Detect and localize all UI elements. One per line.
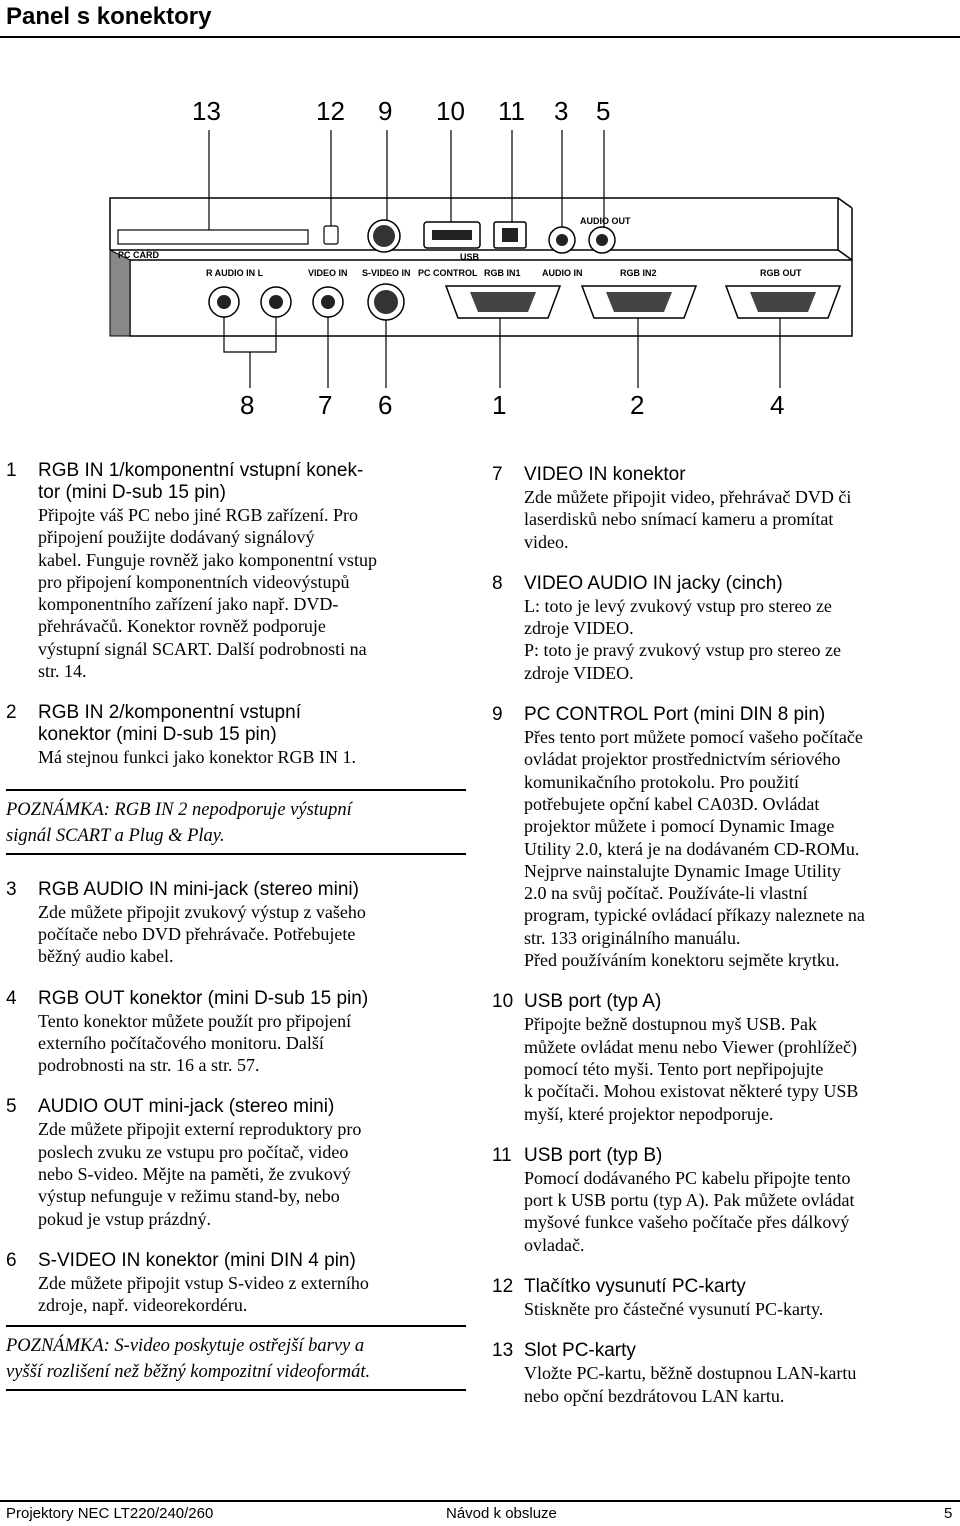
panel-drawing bbox=[0, 80, 960, 440]
item-number: 4 bbox=[6, 987, 17, 1009]
item-heading: Slot PC-karty bbox=[524, 1340, 636, 1362]
right-column bbox=[492, 464, 952, 1427]
connector-panel-diagram bbox=[0, 80, 960, 440]
item-number: 1 bbox=[6, 460, 17, 481]
item-body: Má stejnou funkci jako konektor RGB IN 1. bbox=[38, 747, 356, 768]
item-heading: RGB AUDIO IN mini-jack (stereo mini) bbox=[38, 878, 359, 900]
note-text: : RGB IN 2 nepodporuje výstupní signál SCART a Plug & Play. bbox=[6, 799, 352, 846]
item-heading: VIDEO IN konektor bbox=[524, 464, 686, 485]
list-item bbox=[6, 460, 466, 682]
callout-13: 13 bbox=[192, 96, 221, 126]
label-audio-out: AUDIO OUT bbox=[580, 216, 631, 226]
label-usb: USB bbox=[460, 252, 480, 262]
footer-divider bbox=[0, 1500, 960, 1502]
footer-manual: Návod k obsluze bbox=[446, 1505, 557, 1522]
callout-9: 9 bbox=[378, 96, 393, 126]
item-body: L: toto je levý zvukový vstup pro stereo ze zdroje VIDEO. P: toto je pravý zvukový vstup pro stereo ze zdroje VIDEO. bbox=[524, 595, 841, 683]
item-body: Stiskněte pro částečné vysunutí PC-karty. bbox=[524, 1299, 824, 1320]
item-number: 11 bbox=[492, 1144, 512, 1166]
item-heading: RGB IN 1/komponentní vstupní konek- tor (mini D-sub 15 pin) bbox=[38, 460, 364, 503]
callout-11: 11 bbox=[498, 96, 525, 126]
item-number: 9 bbox=[492, 704, 503, 726]
item-number: 12 bbox=[492, 1276, 514, 1298]
callout-3: 3 bbox=[554, 96, 569, 126]
list-item bbox=[492, 464, 952, 553]
note-label: POZNÁMKA bbox=[6, 799, 104, 820]
item-body: Připojte bežně dostupnou myš USB. Pak můžete ovládat menu nebo Viewer (prohlížeč) pomocí této myši. Tento port nepřipojujte k počítači. Mohou existovat některé typy USB myší, které projektor nepodporuje. bbox=[524, 1014, 859, 1124]
item-body: Zde můžete připojit zvukový výstup z vašeho počítače nebo DVD přehrávače. Potřebujete běžný audio kabel. bbox=[38, 901, 366, 967]
callout-5: 5 bbox=[596, 96, 611, 126]
callout-2: 2 bbox=[630, 390, 645, 420]
label-pc-card: PC CARD bbox=[118, 250, 160, 260]
page-number: 5 bbox=[944, 1505, 953, 1522]
list-item bbox=[6, 1096, 466, 1229]
item-body: Zde můžete připojit vstup S-video z externího zdroje, např. videorekordéru. bbox=[38, 1272, 369, 1316]
label-pc-control: PC CONTROL bbox=[418, 268, 478, 278]
item-heading: Tlačítko vysunutí PC-karty bbox=[524, 1276, 746, 1298]
item-heading: RGB OUT konektor (mini D-sub 15 pin) bbox=[38, 987, 369, 1009]
item-number: 2 bbox=[6, 702, 17, 724]
item-body: Zde můžete připojit externí reproduktory pro poslech zvuku ze vstupu pro počítač, video nebo S-video. Mějte na paměti, že zvukový výstup nefunguje v režimu stand-by, nebo pokud je vstup prázdný. bbox=[38, 1119, 362, 1229]
list-item bbox=[492, 704, 952, 971]
label-audio-in: AUDIO IN bbox=[542, 268, 583, 278]
list-item bbox=[492, 573, 952, 684]
item-number: 3 bbox=[6, 878, 17, 900]
label-video-in: VIDEO IN bbox=[308, 268, 348, 278]
note-box bbox=[6, 1325, 466, 1391]
callout-4: 4 bbox=[770, 390, 785, 420]
item-body: Vložte PC-kartu, běžně dostupnou LAN-kartu nebo opční bezdrátovou LAN kartu. bbox=[524, 1363, 857, 1406]
item-body: Připojte váš PC nebo jiné RGB zařízení. Pro připojení použijte dodávaný signálový kabel. Funguje rovněž jako komponentní vstup pro připojení komponentních videovýstupů komponentního zařízení jako např. DVD- přehrávačů. Konektor rovněž podporuje výstupní signál SCART. Další podrobnosti na str. 14. bbox=[38, 505, 377, 682]
item-heading: USB port (typ A) bbox=[524, 991, 662, 1013]
list-item bbox=[6, 702, 466, 768]
item-number: 7 bbox=[492, 464, 503, 485]
label-r-audio-in-l: R AUDIO IN L bbox=[206, 268, 264, 278]
title-divider bbox=[0, 36, 960, 38]
callout-1: 1 bbox=[492, 390, 507, 420]
item-number: 10 bbox=[492, 991, 514, 1013]
note-box bbox=[6, 789, 466, 855]
item-number: 8 bbox=[492, 572, 503, 594]
list-item bbox=[492, 991, 952, 1124]
label-rgb-in1: RGB IN1 bbox=[484, 268, 521, 278]
title-bar bbox=[0, 0, 960, 36]
note-text: : S-video poskytuje ostřejší barvy a vyšší rozlišení než běžný kompozitní videoformát. bbox=[6, 1335, 371, 1382]
page-title: Panel s konektory bbox=[6, 3, 212, 30]
callout-7: 7 bbox=[318, 390, 333, 420]
callout-10: 10 bbox=[436, 96, 465, 126]
item-heading: PC CONTROL Port (mini DIN 8 pin) bbox=[524, 704, 826, 726]
item-body: Tento konektor můžete použít pro připojení externího počítačového monitoru. Další podrobnosti na str. 16 a str. 57. bbox=[38, 1010, 352, 1076]
callout-8: 8 bbox=[240, 390, 255, 420]
note-label: POZNÁMKA bbox=[6, 1335, 104, 1356]
item-body: Přes tento port můžete pomocí vašeho počítače ovládat projektor prostřednictvím sériového komunikačního protokolu. Pro použití potřebujete opční kabel CA03D. Ovládat projektor můžete i pomocí Dynamic Image Utility 2.0, která je na dodávaném CD-ROMu. Nejprve nainstalujte Dynamic Image Utility 2.0 na svůj počítač. Používáte-li vlastní program, typické ovládací příkazy naleznete na str. 133 originálního manuálu. Před používáním konektoru sejměte krytku. bbox=[524, 727, 865, 971]
item-heading: USB port (typ B) bbox=[524, 1144, 663, 1166]
list-item bbox=[492, 1145, 952, 1256]
item-number: 5 bbox=[6, 1096, 17, 1118]
item-body: Zde můžete připojit video, přehrávač DVD či laserdisků nebo snímací kameru a promítat video. bbox=[524, 487, 852, 552]
item-body: Pomocí dodávaného PC kabelu připojte tento port k USB portu (typ A). Pak můžete ovládat myšové funkce vašeho počítače přes dálkový ovladač. bbox=[524, 1167, 855, 1255]
item-heading: VIDEO AUDIO IN jacky (cinch) bbox=[524, 572, 783, 594]
list-item bbox=[6, 1250, 466, 1317]
list-item bbox=[492, 1276, 952, 1320]
item-number: 6 bbox=[6, 1249, 17, 1271]
label-s-video-in: S-VIDEO IN bbox=[362, 268, 411, 278]
callout-6: 6 bbox=[378, 390, 393, 420]
list-item bbox=[492, 1340, 952, 1407]
list-item bbox=[6, 879, 466, 968]
label-rgb-out: RGB OUT bbox=[760, 268, 802, 278]
list-item bbox=[6, 988, 466, 1077]
callout-12: 12 bbox=[316, 96, 345, 126]
item-heading: AUDIO OUT mini-jack (stereo mini) bbox=[38, 1096, 335, 1118]
item-number: 13 bbox=[492, 1340, 514, 1362]
footer-product: Projektory NEC LT220/240/260 bbox=[6, 1505, 214, 1522]
left-column bbox=[6, 460, 466, 1415]
item-heading: S-VIDEO IN konektor (mini DIN 4 pin) bbox=[38, 1249, 356, 1271]
label-rgb-in2: RGB IN2 bbox=[620, 268, 657, 278]
item-heading: RGB IN 2/komponentní vstupní konektor (mini D-sub 15 pin) bbox=[38, 702, 301, 746]
